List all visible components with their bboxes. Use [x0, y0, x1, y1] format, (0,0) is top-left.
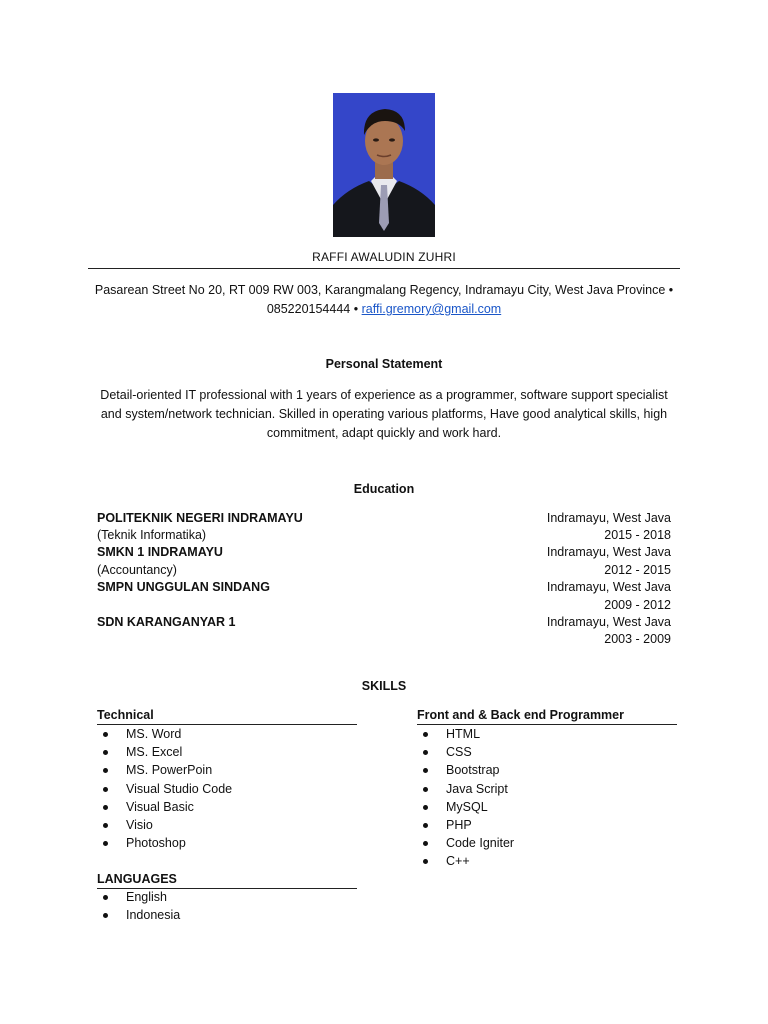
education-title: Education: [353, 482, 415, 496]
education-major: (Accountancy): [97, 563, 177, 577]
list-item: [417, 725, 677, 743]
bullet-icon: [423, 750, 428, 755]
bullet-icon: [103, 841, 108, 846]
education-years: 2012 - 2015: [604, 563, 671, 577]
skills-title: SKILLS: [361, 679, 407, 693]
bullet-icon: [103, 823, 108, 828]
bullet-icon: [103, 768, 108, 773]
skill-label: Photoshop: [126, 836, 186, 851]
list-item: [97, 816, 357, 834]
list-item: [417, 816, 677, 834]
skill-label: Visual Basic: [126, 799, 194, 814]
email-link[interactable]: raffi.gremory@gmail.com: [361, 302, 502, 316]
skill-label: Visual Studio Code: [126, 781, 233, 796]
list-item: [417, 852, 677, 870]
education-row: [97, 527, 671, 544]
skill-label: C++: [446, 854, 470, 869]
bullet-icon: [103, 913, 108, 918]
list-item: [97, 834, 357, 852]
portrait-image: [333, 93, 435, 237]
list-item: [417, 834, 677, 852]
education-row: [97, 614, 671, 631]
education-location: Indramayu, West Java: [546, 545, 671, 559]
bullet-icon: [103, 805, 108, 810]
personal-statement-text: Detail-oriented IT professional with 1 years of experience as a programmer, software support specialist and system/network technician. Skilled in operating various platforms, Have good analytical skills, high commitment, adapt quickly and work hard.: [100, 388, 668, 440]
skill-label: MS. PowerPoin: [126, 763, 213, 778]
list-item: [97, 888, 357, 906]
list-item: [417, 798, 677, 816]
bullet-icon: [423, 823, 428, 828]
list-item: [417, 780, 677, 798]
profile-photo: [333, 93, 435, 237]
education-location: Indramayu, West Java: [546, 580, 671, 594]
skill-label: PHP: [446, 817, 472, 832]
education-years: 2009 - 2012: [604, 598, 671, 612]
address-text: Pasarean Street No 20, RT 009 RW 003, Karangmalang Regency, Indramayu City, West Java Province •: [94, 283, 674, 297]
education-location: Indramayu, West Java: [546, 511, 671, 525]
education-years: 2015 - 2018: [604, 528, 671, 542]
education-row: [97, 544, 671, 561]
bullet-icon: [423, 768, 428, 773]
education-location: Indramayu, West Java: [546, 615, 671, 629]
skill-label: MS. Excel: [126, 745, 183, 760]
programming-list: [417, 725, 677, 871]
list-item: [417, 761, 677, 779]
bullet-icon: [103, 750, 108, 755]
bullet-icon: [423, 787, 428, 792]
list-item: [97, 780, 357, 798]
personal-statement-title: Personal Statement: [325, 357, 443, 371]
list-item: [97, 906, 357, 924]
language-label: English: [126, 890, 167, 904]
language-label: Indonesia: [126, 908, 181, 923]
bullet-icon: [103, 732, 108, 737]
candidate-name: RAFFI AWALUDIN ZUHRI: [312, 250, 456, 264]
bullet-icon: [423, 805, 428, 810]
education-row: [97, 510, 671, 527]
skill-label: CSS: [446, 745, 472, 760]
list-item: [97, 761, 357, 779]
education-row: [97, 562, 671, 579]
skill-label: Bootstrap: [446, 763, 500, 778]
programming-heading: Front and & Back end Programmer: [417, 706, 677, 725]
list-item: [97, 798, 357, 816]
education-years: 2003 - 2009: [604, 632, 671, 646]
education-school: SMKN 1 INDRAMAYU: [97, 545, 223, 559]
bullet-icon: [423, 841, 428, 846]
education-row: [97, 579, 671, 596]
contact-block: [88, 281, 680, 319]
education-school: SDN KARANGANYAR 1: [97, 615, 236, 629]
education-row: [97, 631, 671, 648]
bullet-icon: [103, 787, 108, 792]
skill-label: MS. Word: [126, 727, 182, 741]
skill-label: Code Igniter: [446, 836, 515, 851]
languages-list: [97, 888, 357, 924]
list-item: [417, 743, 677, 761]
bullet-icon: [423, 732, 428, 737]
phone-text: 085220154444: [266, 302, 351, 316]
languages-heading: LANGUAGES: [97, 870, 357, 889]
contact-separator: •: [353, 302, 359, 316]
header-divider: [88, 268, 680, 269]
education-school: POLITEKNIK NEGERI INDRAMAYU: [97, 511, 303, 525]
list-item: [97, 743, 357, 761]
education-row: [97, 597, 671, 614]
bullet-icon: [103, 895, 108, 900]
skill-label: Visio: [126, 817, 153, 832]
education-school: SMPN UNGGULAN SINDANG: [97, 580, 270, 594]
technical-list: [97, 725, 357, 852]
technical-heading: Technical: [97, 706, 357, 725]
skill-label: HTML: [446, 727, 481, 741]
education-major: (Teknik Informatika): [97, 528, 207, 542]
list-item: [97, 725, 357, 743]
bullet-icon: [423, 859, 428, 864]
skill-label: MySQL: [446, 799, 488, 814]
skill-label: Java Script: [446, 781, 508, 796]
